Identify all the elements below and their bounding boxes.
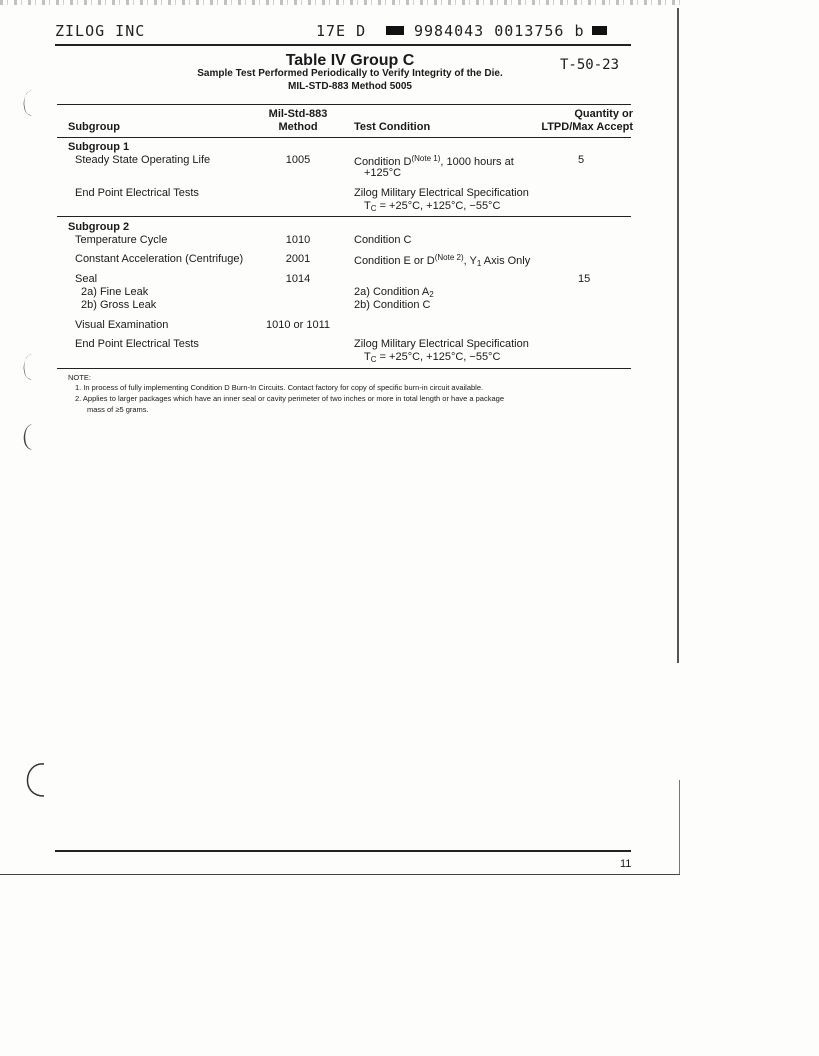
method-number: 2001 (285, 253, 311, 265)
method-number: 1005 (285, 154, 311, 166)
test-name: Temperature Cycle (75, 234, 168, 246)
test-condition: Condition $D^{(Note 1)}$, 1000 hours at (354, 154, 514, 168)
binder-hole-icon (18, 88, 34, 118)
test-name: Constant Acceleration (Centrifuge) (75, 253, 244, 265)
subgroup-2-label: Subgroup 2 (68, 221, 130, 233)
page-subtitle: Sample Test Performed Periodically to Verify Integrity of the Die. (197, 68, 503, 79)
binder-hole-icon (16, 760, 48, 800)
col-header-method-1: Mil-Std-883 (268, 108, 328, 120)
redaction-block (386, 26, 404, 35)
binder-hole-icon (18, 422, 34, 452)
col-header-subgroup: Subgroup (68, 121, 120, 133)
header-code: 17E D (316, 22, 367, 40)
col-header-condition: Test Condition (354, 121, 431, 133)
scan-edge-line (0, 874, 680, 875)
header-company: ZILOG INC (55, 22, 146, 40)
test-condition-cont: +125°C (364, 167, 402, 179)
method-number: 1010 (285, 234, 311, 246)
test-subitem: 2a) Fine Leak (81, 286, 149, 298)
method-number: 1014 (285, 273, 311, 285)
test-name: Steady State Operating Life (75, 154, 211, 166)
note-2-cont: mass of ≥5 grams. (87, 405, 149, 414)
method-number: 1010 or 1011 (265, 319, 331, 331)
col-header-quantity-1: Quantity or (574, 108, 633, 120)
col-header-quantity-2: LTPD/Max Accept (541, 121, 633, 133)
note-1: 1. In process of fully implementing Condition D Burn-In Circuits. Contact factory for copy of specific burn-in circuit available. (75, 383, 484, 392)
table-bottom-rule (57, 368, 631, 369)
note-label: NOTE: (68, 373, 91, 382)
test-condition: Zilog Military Electrical Specification (354, 338, 529, 350)
header-rule (55, 44, 631, 46)
test-name: Seal (75, 273, 98, 285)
test-subcondition: 2b) Condition C (354, 299, 431, 311)
scan-edge-line (679, 780, 680, 875)
test-condition: Zilog Military Electrical Specification (354, 187, 529, 199)
test-subcondition: 2a) Condition $A_2$ (354, 286, 434, 299)
test-condition: Condition E or $D^{(Note 2)}$, $Y_1$ Axis Only (354, 253, 531, 268)
page-number: 11 (620, 858, 632, 870)
redaction-block (592, 26, 607, 35)
subgroup-divider (57, 216, 631, 217)
scan-edge-line (677, 8, 679, 663)
quantity-value: 5 (578, 154, 585, 166)
note-2: 2. Applies to larger packages which have an inner seal or cavity perimeter of two inches or more in total length or have a package (75, 394, 504, 403)
test-condition: Condition C (354, 234, 412, 246)
binder-hole-icon (18, 352, 34, 382)
subgroup-1-label: Subgroup 1 (68, 141, 130, 153)
page-title: Table IV Group C (285, 52, 415, 69)
table-top-rule (57, 104, 631, 105)
footer-rule (55, 850, 631, 852)
col-header-method-2: Method (278, 121, 318, 133)
test-name: End Point Electrical Tests (75, 187, 199, 199)
test-subitem: 2b) Gross Leak (81, 299, 157, 311)
table-header-rule (57, 137, 631, 138)
test-name: Visual Examination (75, 319, 169, 331)
test-condition-temps: $T_C = +25^\circ C$, +125°C, −55°C (364, 351, 501, 364)
test-name: End Point Electrical Tests (75, 338, 199, 350)
test-condition-temps: $T_C = +25^\circ C$, +125°C, −55°C (364, 200, 501, 213)
header-doc-number: 9984043 0013756 b (414, 22, 585, 40)
t-code: T-50-23 (560, 57, 620, 73)
scan-artifact (0, 0, 680, 5)
quantity-value: 15 (578, 273, 591, 285)
page-subtitle-method: MIL-STD-883 Method 5005 (288, 81, 412, 92)
